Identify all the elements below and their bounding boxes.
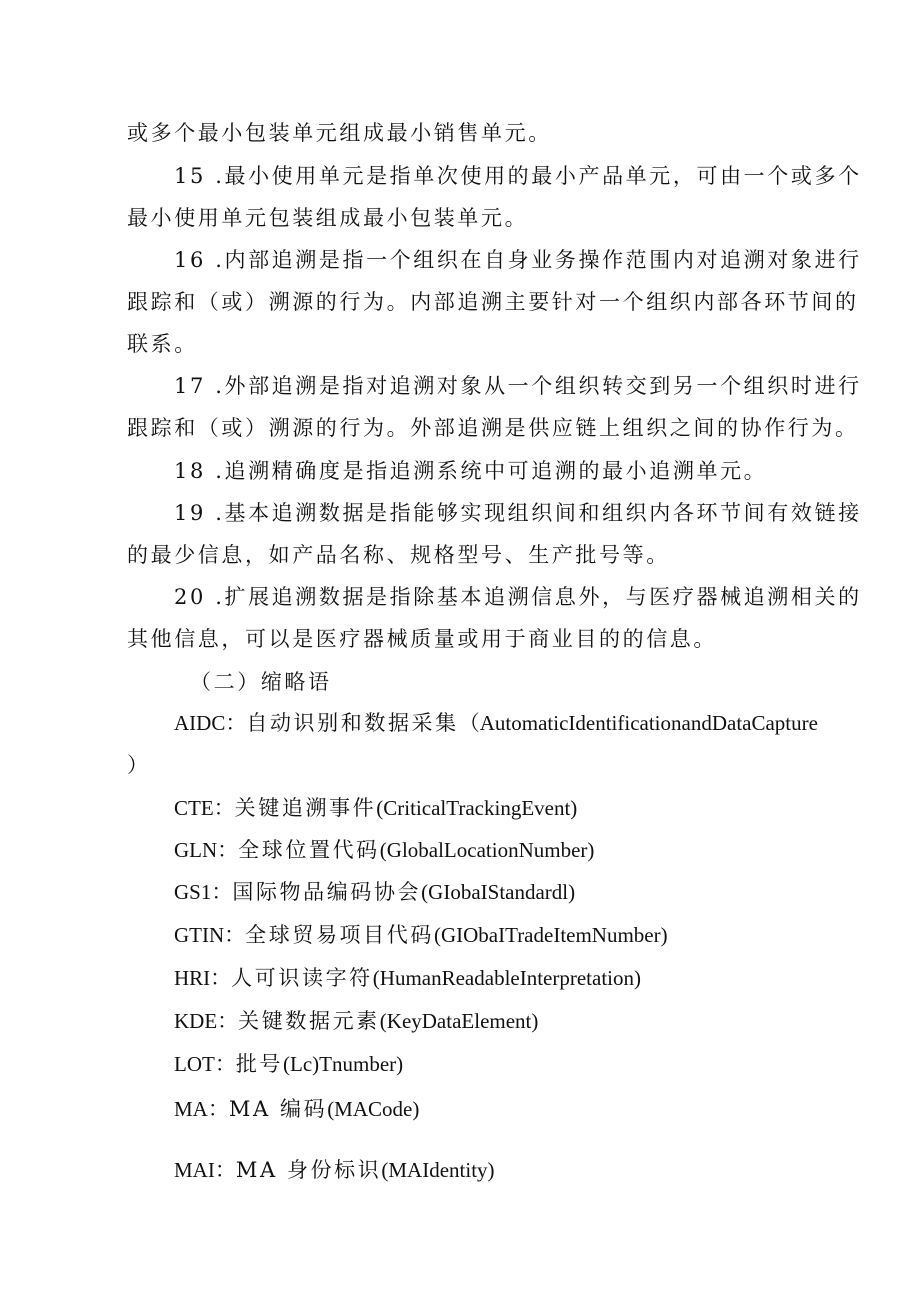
abbreviation-gs1	[174, 877, 575, 907]
paragraph-15-line-1: 15 .最小使用单元是指单次使用的最小产品单元，可由一个或多个	[174, 164, 862, 188]
abbr-cn: 关键数据元素	[238, 1009, 380, 1033]
abbr-key: MA：	[174, 1097, 229, 1121]
abbreviation-aidc-continuation: ）	[127, 753, 151, 777]
abbr-cn: 全球贸易项目代码	[245, 923, 434, 947]
abbreviation-kde	[174, 1006, 538, 1036]
abbr-cn: MA 身份标识	[235, 1158, 382, 1182]
abbreviation-lot	[174, 1049, 403, 1079]
abbreviation-cte	[174, 793, 577, 823]
abbr-cn: MA 编码	[228, 1097, 328, 1121]
abbr-cn: 全球位置代码	[238, 838, 380, 862]
abbr-en: （AutomaticIdentificationandDataCapture	[458, 711, 818, 735]
paragraph-16-line-2: 跟踪和（或）溯源的行为。内部追溯主要针对一个组织内部各环节间的	[127, 290, 859, 314]
abbreviation-mai	[174, 1155, 495, 1185]
abbr-en: (KeyDataElement)	[379, 1009, 539, 1033]
abbreviation-gtin	[174, 920, 668, 950]
abbr-key: GTIN：	[174, 923, 246, 947]
paragraph-16-line-3: 联系。	[127, 332, 198, 356]
abbr-en: (HumanReadableInterpretation)	[372, 966, 641, 990]
abbr-cn: 关键追溯事件	[234, 796, 377, 820]
abbr-cn: 人可识读字符	[231, 966, 373, 990]
abbreviation-aidc	[174, 708, 818, 738]
abbr-en: (GIobaIStandardl)	[421, 880, 576, 904]
abbr-key: GS1：	[174, 880, 233, 904]
paragraph-line: 或多个最小包装单元组成最小销售单元。	[127, 121, 552, 145]
section-heading: （二）缩略语	[190, 670, 332, 694]
paragraph-17-line-1: 17 .外部追溯是指对追溯对象从一个组织转交到另一个组织时进行	[174, 374, 862, 398]
paragraph-20-line-1: 20 .扩展追溯数据是指除基本追溯信息外，与医疗器械追溯相关的	[174, 585, 862, 609]
abbr-key: AIDC：	[174, 711, 247, 735]
abbr-en: (MACode)	[327, 1097, 420, 1121]
abbr-key: HRI：	[174, 966, 232, 990]
paragraph-18-line-1: 18 .追溯精确度是指追溯系统中可追溯的最小追溯单元。	[174, 459, 768, 483]
paragraph-20-line-2: 其他信息，可以是医疗器械质量或用于商业目的的信息。	[127, 627, 717, 651]
abbr-en: (GlobalLocationNumber)	[379, 838, 595, 862]
abbr-en: (GIObaITradeItemNumber)	[433, 923, 668, 947]
abbr-key: KDE：	[174, 1009, 239, 1033]
abbr-key: CTE：	[174, 796, 235, 820]
abbr-en: (MAIdentity)	[381, 1158, 495, 1182]
abbr-en: (CriticalTrackingEvent)	[376, 796, 578, 820]
abbreviation-gln	[174, 835, 594, 865]
abbr-key: GLN：	[174, 838, 239, 862]
abbreviation-ma	[174, 1094, 419, 1124]
abbreviation-hri	[174, 963, 641, 993]
abbr-cn: 国际物品编码协会	[232, 880, 422, 904]
paragraph-19-line-2: 的最少信息，如产品名称、规格型号、生产批号等。	[127, 543, 670, 567]
abbr-key: MAI：	[174, 1158, 236, 1182]
paragraph-15-line-2: 最小使用单元包装组成最小包装单元。	[127, 206, 529, 230]
abbr-key: LOT：	[174, 1052, 236, 1076]
abbr-cn: 批号	[235, 1052, 284, 1076]
abbr-cn: 自动识别和数据采集	[246, 711, 459, 735]
paragraph-17-line-2: 跟踪和（或）溯源的行为。外部追溯是供应链上组织之间的协作行为。	[127, 416, 859, 440]
abbr-en: (Lc)Tnumber)	[283, 1052, 404, 1076]
paragraph-19-line-1: 19 .基本追溯数据是指能够实现组织间和组织内各环节间有效链接	[174, 501, 862, 525]
paragraph-16-line-1: 16 .内部追溯是指一个组织在自身业务操作范围内对追溯对象进行	[174, 248, 862, 272]
